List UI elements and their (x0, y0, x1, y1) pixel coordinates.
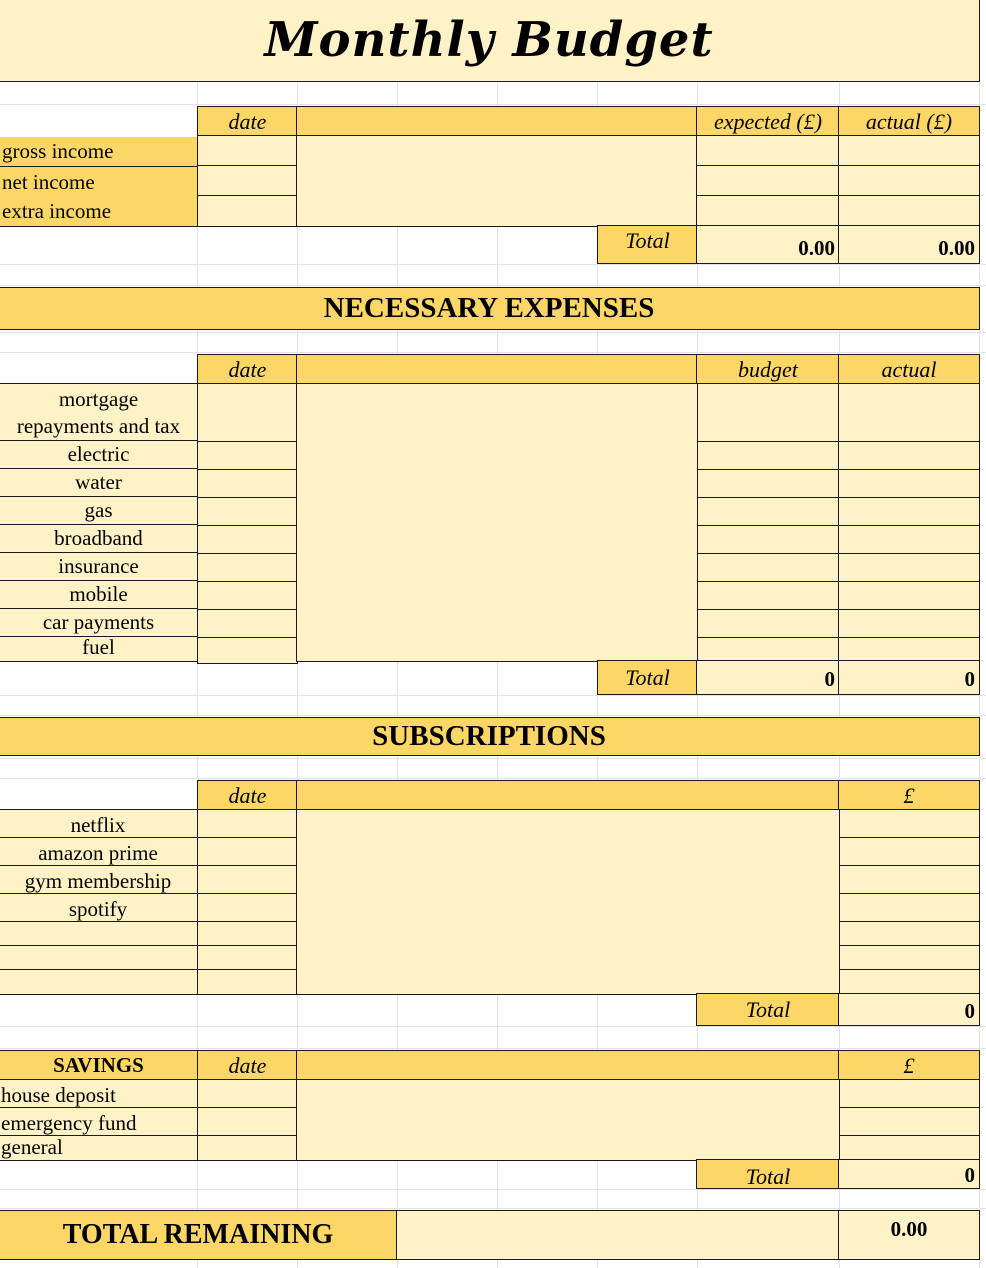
expense-date-cell[interactable] (197, 609, 298, 639)
subscriptions-amount-header: £ (838, 780, 980, 811)
subscription-date-cell[interactable] (197, 837, 298, 867)
subscriptions-total-amount[interactable]: 0 (838, 993, 980, 1026)
savings-amount-cell[interactable] (838, 1135, 980, 1161)
subscription-amount-cell[interactable] (838, 865, 980, 895)
gridline (0, 352, 986, 353)
expense-budget-cell[interactable] (696, 383, 840, 443)
subscription-date-cell[interactable] (197, 809, 298, 839)
subscription-amount-cell[interactable] (838, 921, 980, 947)
expense-date-cell[interactable] (197, 469, 298, 499)
subscription-date-cell[interactable] (197, 893, 298, 923)
necessary-expenses-heading: NECESSARY EXPENSES (0, 287, 980, 330)
subscription-amount-cell[interactable] (838, 945, 980, 971)
expense-label[interactable]: broadband (0, 525, 198, 553)
subscription-date-cell[interactable] (197, 969, 298, 995)
expenses-total-budget[interactable]: 0 (696, 660, 840, 695)
subscription-label[interactable] (0, 969, 198, 995)
savings-date-cell[interactable] (197, 1079, 298, 1109)
income-actual-cell[interactable] (838, 195, 980, 227)
income-total-label: Total (597, 225, 698, 264)
gridline (0, 332, 986, 333)
savings-description-header (296, 1050, 840, 1081)
subscription-label[interactable]: amazon prime (0, 837, 198, 867)
subscription-label[interactable] (0, 921, 198, 947)
income-date-header: date (197, 106, 298, 137)
subscriptions-description-header (296, 780, 840, 811)
expense-date-cell[interactable] (197, 553, 298, 583)
expenses-budget-header: budget (696, 354, 840, 385)
income-label-gross[interactable]: gross income (0, 137, 197, 167)
subscription-amount-cell[interactable] (838, 837, 980, 867)
income-date-cell[interactable] (197, 195, 298, 227)
expense-budget-cell[interactable] (696, 525, 840, 555)
page-title: Monthly Budget (0, 0, 980, 82)
income-description-area[interactable] (296, 135, 698, 227)
savings-label[interactable]: emergency fund (0, 1107, 198, 1137)
expense-budget-cell[interactable] (696, 609, 840, 639)
income-date-cell[interactable] (197, 165, 298, 197)
expense-label[interactable]: electric (0, 441, 198, 469)
expense-budget-cell[interactable] (696, 441, 840, 471)
expense-budget-cell[interactable] (696, 469, 840, 499)
savings-header: SAVINGS (0, 1050, 199, 1081)
gridline (0, 778, 986, 779)
gridline (0, 1026, 986, 1027)
gridline (0, 264, 986, 265)
subscription-amount-cell[interactable] (838, 809, 980, 839)
expenses-description-header (296, 354, 698, 385)
expense-label[interactable]: insurance (0, 553, 198, 581)
income-label-extra[interactable]: extra income (0, 197, 197, 227)
expense-actual-cell[interactable] (838, 497, 980, 527)
savings-amount-header: £ (838, 1050, 980, 1081)
income-actual-header: actual (£) (838, 106, 980, 137)
gridline (0, 1048, 986, 1049)
total-remaining-value[interactable]: 0.00 (838, 1210, 980, 1260)
expenses-actual-header: actual (838, 354, 980, 385)
subscription-label[interactable]: spotify (0, 893, 198, 923)
expenses-date-header: date (197, 354, 298, 385)
expense-actual-cell[interactable] (838, 553, 980, 583)
savings-label[interactable]: general (0, 1135, 198, 1161)
income-expected-cell[interactable] (696, 195, 840, 227)
gridline (0, 1208, 986, 1209)
expense-date-cell[interactable] (197, 497, 298, 527)
subscription-label[interactable]: gym membership (0, 865, 198, 895)
expense-label[interactable]: repayments and tax (0, 413, 198, 441)
total-remaining-spacer[interactable] (396, 1210, 840, 1260)
income-description-header (296, 106, 698, 137)
expense-actual-cell[interactable] (838, 609, 980, 639)
savings-amount-cell[interactable] (838, 1079, 980, 1109)
subscriptions-total-label: Total (696, 993, 840, 1026)
expense-date-cell[interactable] (197, 525, 298, 555)
savings-total-label: Total (696, 1159, 840, 1189)
income-total-actual[interactable]: 0.00 (838, 225, 980, 264)
gridline (0, 715, 986, 716)
expenses-total-label: Total (597, 660, 698, 695)
expense-budget-cell[interactable] (696, 581, 840, 611)
subscription-date-cell[interactable] (197, 945, 298, 971)
subscriptions-heading: SUBSCRIPTIONS (0, 717, 980, 756)
expenses-total-actual[interactable]: 0 (838, 660, 980, 695)
expense-date-cell[interactable] (197, 637, 298, 664)
income-total-expected[interactable]: 0.00 (696, 225, 840, 264)
subscription-date-cell[interactable] (197, 865, 298, 895)
expense-actual-cell[interactable] (838, 441, 980, 471)
expense-budget-cell[interactable] (696, 497, 840, 527)
subscription-label[interactable]: netflix (0, 809, 198, 839)
income-expected-cell[interactable] (696, 165, 840, 197)
expense-actual-cell[interactable] (838, 581, 980, 611)
expense-date-cell[interactable] (197, 383, 298, 443)
expense-label[interactable]: water (0, 469, 198, 497)
income-actual-cell[interactable] (838, 135, 980, 167)
income-label-net[interactable]: net income (0, 167, 197, 197)
total-remaining-label: TOTAL REMAINING (0, 1210, 398, 1260)
savings-label[interactable]: house deposit (0, 1079, 198, 1109)
expense-label[interactable]: mobile (0, 581, 198, 609)
income-expected-header: expected (£) (696, 106, 840, 137)
savings-date-cell[interactable] (197, 1107, 298, 1137)
income-date-cell[interactable] (197, 135, 298, 167)
gridline (0, 758, 986, 759)
savings-date-header: date (197, 1050, 298, 1081)
income-actual-cell[interactable] (838, 165, 980, 197)
gridline (0, 695, 986, 696)
expense-label[interactable]: mortgage (0, 383, 198, 413)
subscriptions-date-header: date (197, 780, 298, 811)
expenses-description-area[interactable] (296, 383, 698, 662)
gridline (0, 1189, 986, 1190)
expense-actual-cell[interactable] (838, 469, 980, 499)
gridline (0, 104, 986, 105)
expense-label[interactable]: fuel (0, 637, 198, 662)
expense-label[interactable]: car payments (0, 609, 198, 637)
gridline (0, 285, 986, 286)
subscription-amount-cell[interactable] (838, 969, 980, 995)
subscription-date-cell[interactable] (197, 921, 298, 947)
expense-label[interactable]: gas (0, 497, 198, 525)
savings-description-area[interactable] (296, 1079, 840, 1161)
subscription-label[interactable] (0, 945, 198, 971)
expense-actual-cell[interactable] (838, 383, 980, 443)
savings-total-amount[interactable]: 0 (838, 1159, 980, 1189)
expense-budget-cell[interactable] (696, 553, 840, 583)
subscription-amount-cell[interactable] (838, 893, 980, 923)
income-expected-cell[interactable] (696, 135, 840, 167)
expense-date-cell[interactable] (197, 441, 298, 471)
expense-date-cell[interactable] (197, 581, 298, 611)
savings-amount-cell[interactable] (838, 1107, 980, 1137)
savings-date-cell[interactable] (197, 1135, 298, 1161)
expense-actual-cell[interactable] (838, 525, 980, 555)
subscriptions-description-area[interactable] (296, 809, 840, 995)
